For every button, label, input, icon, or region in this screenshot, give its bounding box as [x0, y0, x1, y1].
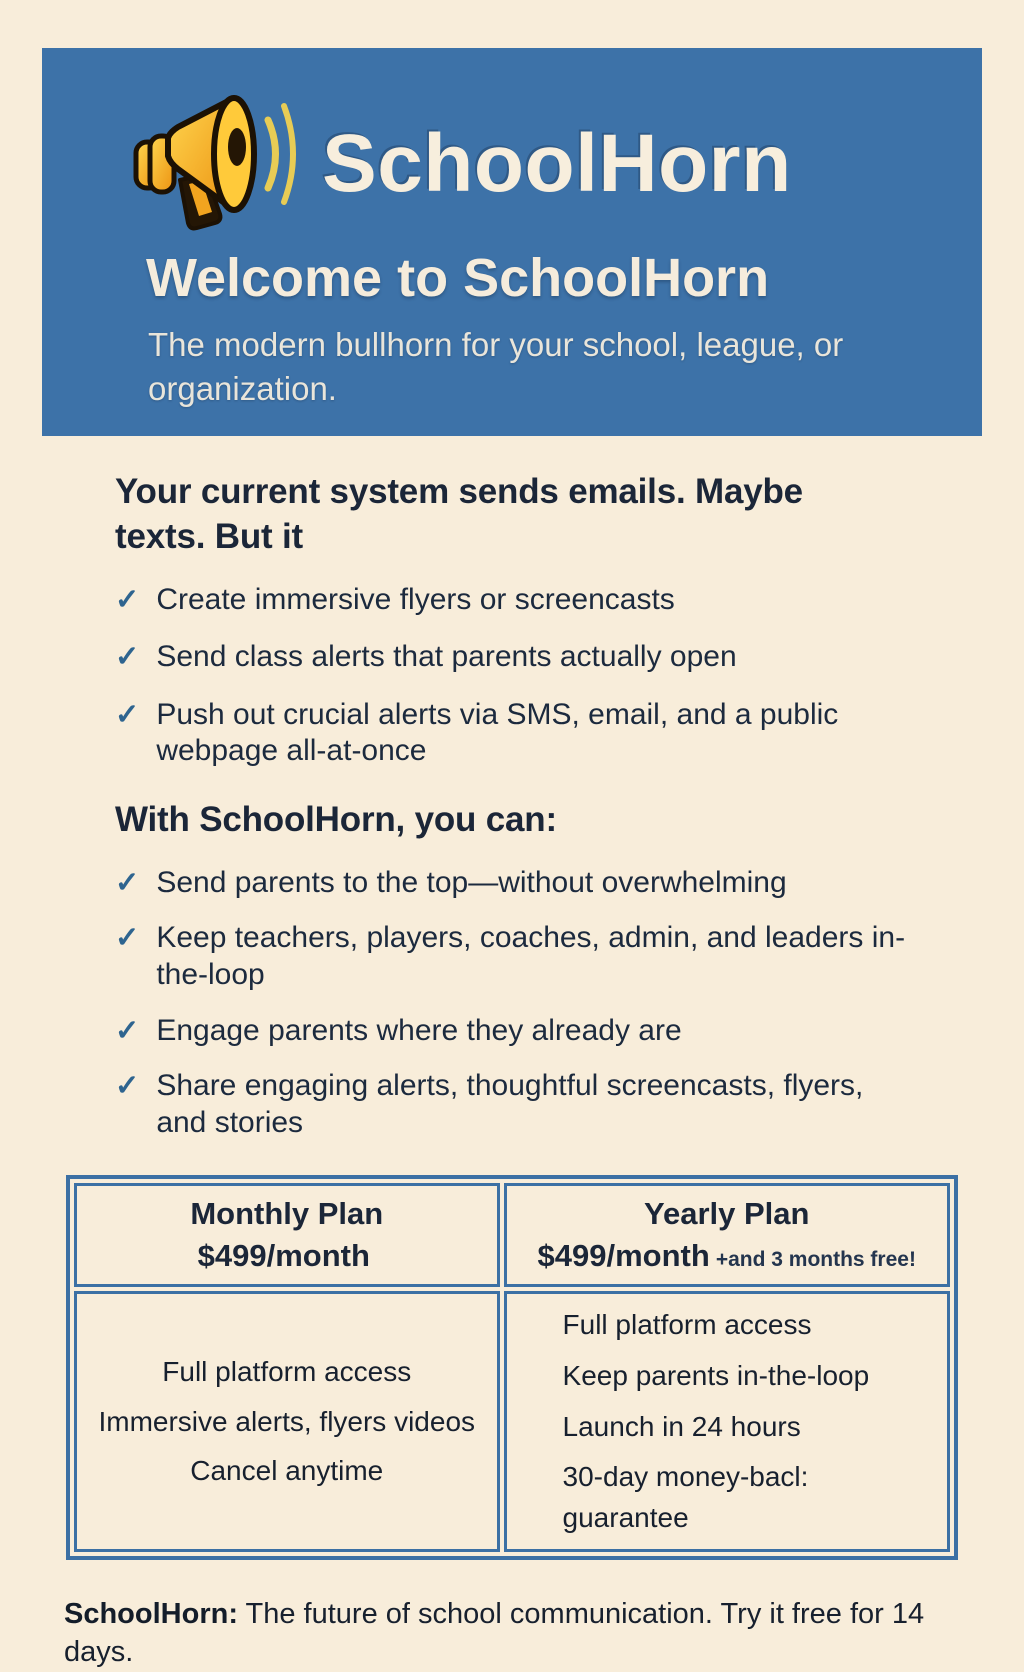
benefit-item — [115, 582, 915, 619]
plan-header-yearly — [504, 1183, 950, 1287]
brand-name: SchoolHorn — [322, 118, 792, 209]
section-current-system — [66, 470, 958, 770]
footer-text: The future of school communication. Try it free for 14 days. — [64, 1598, 925, 1668]
hero-header — [42, 48, 982, 436]
price-note: +and 3 months free! — [715, 1248, 916, 1272]
feature-item: 30-day money-bacl: guarantee — [562, 1461, 809, 1533]
megaphone-icon — [130, 90, 306, 238]
feature-item: Immersive alerts, flyers videos — [98, 1405, 476, 1437]
plan-price — [508, 1237, 946, 1276]
benefit-item — [115, 639, 915, 676]
check-icon: ✓ — [115, 922, 140, 955]
plan-header-monthly — [74, 1183, 500, 1287]
plan-title: Monthly Plan — [190, 1195, 384, 1231]
price-value: $499/month — [537, 1238, 710, 1274]
feature-item: Full platform access — [162, 1355, 412, 1387]
check-icon: ✓ — [115, 698, 140, 731]
page-subtitle: The modern bullhorn for your school, league, or organization. — [148, 325, 844, 408]
benefit-list — [115, 582, 958, 770]
pricing-table — [66, 1175, 958, 1560]
section-with-schoolhorn — [66, 798, 958, 1141]
benefit-item — [115, 697, 915, 770]
benefit-text: Send parents to the top—without overwhelming — [156, 865, 787, 899]
check-icon: ✓ — [115, 641, 140, 674]
check-icon: ✓ — [115, 1014, 140, 1047]
benefit-text: Create immersive flyers or screencasts — [156, 582, 675, 616]
benefit-text: Keep teachers, players, coaches, admin, and leaders in-the-loop — [156, 921, 906, 991]
feature-item: Cancel anytime — [190, 1455, 384, 1487]
benefit-text: Push out crucial alerts via SMS, email, and a public webpage all-at-once — [156, 697, 839, 768]
footer-brand: SchoolHorn: — [64, 1598, 238, 1631]
section-heading: Your current system sends emails. Maybe texts. But it — [115, 472, 803, 556]
benefit-text: Engage parents where they already are — [156, 1013, 682, 1047]
plan-price — [78, 1237, 496, 1276]
benefit-list — [115, 865, 958, 1142]
check-icon: ✓ — [115, 866, 140, 899]
plan-title: Yearly Plan — [644, 1195, 810, 1231]
benefit-item — [115, 865, 915, 902]
benefit-item — [115, 1013, 915, 1050]
flyer-body — [0, 470, 1024, 1672]
plan-features-monthly — [74, 1291, 500, 1552]
page-title: Welcome to SchoolHorn — [146, 248, 770, 308]
benefit-text: Share engaging alerts, thoughtful screencasts, flyers, and stories — [156, 1069, 864, 1139]
footer-tagline — [64, 1596, 958, 1671]
benefit-item — [115, 1068, 915, 1141]
feature-item: Launch in 24 hours — [562, 1410, 801, 1442]
price-value: $499/month — [197, 1238, 370, 1274]
brand-logo — [130, 90, 942, 238]
feature-item: Keep parents in-the-loop — [562, 1359, 870, 1391]
feature-item: Full platform access — [562, 1309, 812, 1341]
pricing-features-row — [74, 1291, 950, 1552]
section-heading: With SchoolHorn, you can: — [115, 799, 557, 839]
pricing-header-row — [74, 1183, 950, 1287]
benefit-text: Send class alerts that parents actually open — [156, 640, 737, 674]
plan-features-yearly — [504, 1291, 950, 1552]
benefit-item — [115, 920, 915, 993]
flyer-page — [0, 48, 1024, 1668]
check-icon: ✓ — [115, 583, 140, 616]
check-icon: ✓ — [115, 1070, 140, 1103]
